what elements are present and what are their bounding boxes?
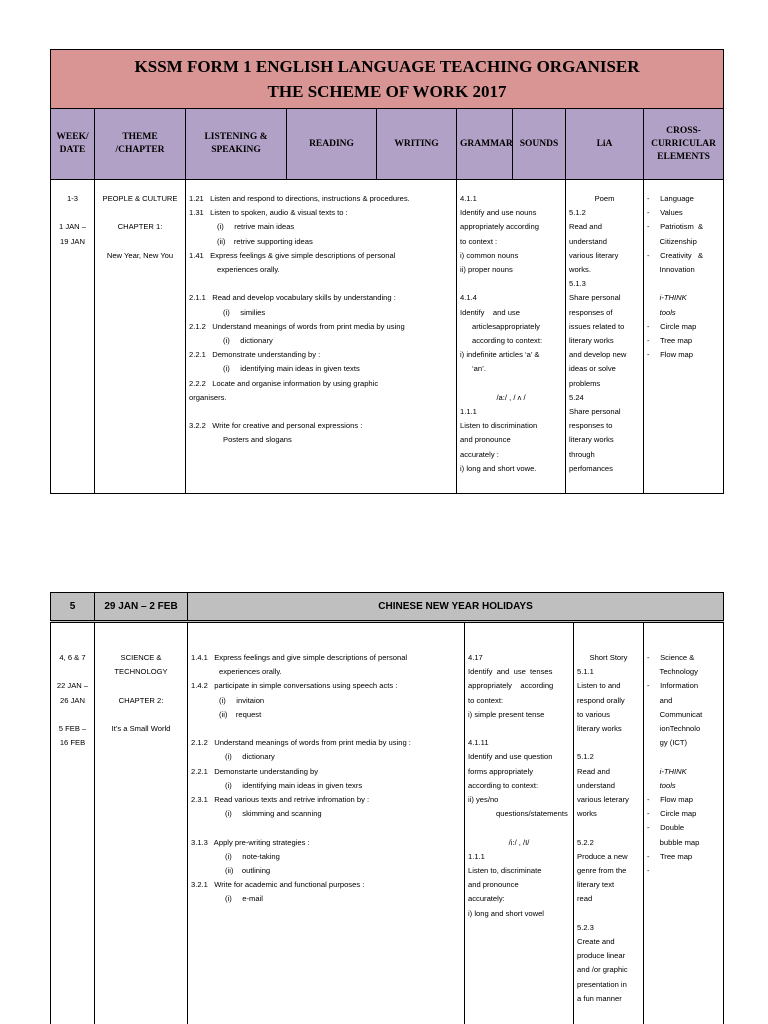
text-line: read [577, 894, 593, 904]
text-line: - Language [647, 194, 694, 203]
text-line: ideas or solve [569, 364, 616, 374]
text-line [468, 821, 570, 835]
week-date-cell [51, 180, 95, 494]
text-line: responses to [569, 421, 613, 431]
text-line: Read and [577, 766, 610, 776]
text-line: 1.1.1 [468, 851, 485, 861]
text-line: and pronounce [460, 435, 511, 445]
text-line: 3.2.2 Write for creative and personal expressions : [189, 421, 363, 431]
text-line: - Science & [647, 653, 695, 662]
text-line [98, 708, 184, 722]
text-line [191, 722, 461, 736]
lia-cell [566, 180, 644, 494]
text-line: 22 JAN – [56, 681, 89, 691]
text-line: TECHNOLOGY [114, 667, 168, 677]
holiday-date: 29 JAN – 2 FEB [95, 593, 188, 622]
text-line: 1.4.2 participate in simple conversations using speech acts : [191, 681, 398, 691]
text-line: questions/statements [496, 809, 568, 819]
text-line: - Flow map [647, 795, 693, 805]
text-line: (i) e-mail [225, 894, 263, 904]
text-line: experiences orally. [217, 265, 280, 275]
text-line: Read and [569, 222, 602, 232]
text-line: 5.1.2 [569, 208, 586, 218]
text-line: articlesappropriately [472, 321, 540, 331]
text-line: SCIENCE & [120, 653, 162, 662]
text-line: literary works [569, 336, 614, 346]
text-line [577, 821, 640, 835]
header-week-date: WEEK/ DATE [51, 109, 95, 180]
text-line [98, 679, 184, 693]
text-line: - [647, 866, 650, 876]
text-line: 2.1.2 Understand meanings of words from print media by using : [191, 738, 411, 748]
text-line: /a:/ , / ʌ / [496, 392, 526, 402]
header-sounds: SOUNDS [513, 109, 566, 180]
text-line: 5.1.3 [569, 279, 586, 289]
text-line: - Tree map [647, 336, 693, 346]
text-line: 1.41 Express feelings & give simple descriptions of personal [189, 250, 396, 260]
text-line [54, 206, 91, 220]
text-line: 5.24 [569, 392, 584, 402]
text-line: (ii) request [219, 709, 262, 719]
text-line: - Circle map [647, 321, 697, 331]
text-line: ii) proper nouns [460, 265, 513, 275]
text-line: CHAPTER 1: [117, 222, 163, 232]
text-line: (i) skimming and scanning [225, 809, 322, 819]
text-line: Share personal [569, 407, 621, 417]
text-line: and develop new [569, 350, 627, 360]
text-line [54, 708, 91, 722]
text-line: works [577, 809, 597, 819]
text-line: Technology [647, 667, 698, 677]
text-line: 19 JAN [60, 236, 85, 246]
text-line: Identify and use question [468, 752, 553, 762]
organiser-title [51, 50, 724, 109]
text-line: Citizenship [647, 236, 697, 246]
text-line: - Circle map [647, 809, 697, 819]
header-lia: LiA [566, 109, 644, 180]
text-line: PEOPLE & CULTURE [102, 194, 178, 203]
header-writing: WRITING [377, 109, 457, 180]
text-line: 1-3 [67, 194, 78, 203]
text-line: (ii) retrive supporting ideas [217, 236, 313, 246]
text-line: i) simple present tense [468, 709, 545, 719]
text-line: issues related to [569, 321, 625, 331]
text-line: i) common nouns [460, 250, 519, 260]
header-listening-speaking: LISTENING & SPEAKING [186, 109, 287, 180]
text-line [577, 907, 640, 921]
text-line: New Year, New You [106, 250, 174, 260]
skills-cell [186, 180, 457, 494]
text-line: 5.2.3 [577, 922, 594, 932]
text-line [98, 235, 182, 249]
text-line: problems [569, 378, 601, 388]
text-line [577, 736, 640, 750]
text-line: i) indefinite articles ‘a’ & [460, 350, 540, 360]
week-date-cell [51, 622, 95, 1024]
text-line: (i) dictionary [225, 752, 275, 762]
text-line: ionTechnolo [647, 724, 701, 734]
text-line: produce linear [577, 951, 626, 961]
header-cross-curricular: CROSS-CURRICULAR ELEMENTS [644, 109, 724, 180]
holiday-label: CHINESE NEW YEAR HOLIDAYS [188, 593, 724, 622]
holiday-week: 5 [51, 593, 95, 622]
cross-curricular-cell [644, 622, 724, 1024]
text-line: appropriately according [460, 222, 539, 232]
text-line [191, 821, 461, 835]
text-line: tools [647, 780, 676, 790]
text-line: 3.2.1 Write for academic and functional purposes : [191, 880, 365, 890]
text-line [468, 722, 570, 736]
text-line: (i) retrive main ideas [217, 222, 295, 232]
text-line [647, 750, 720, 764]
text-line: CHAPTER 2: [118, 695, 164, 705]
header-grammar: GRAMMAR [457, 109, 513, 180]
text-line: - Double [647, 823, 685, 833]
text-line [189, 277, 453, 291]
text-line: accurately: [468, 894, 505, 904]
text-line: 2.2.2 Locate and organise information by using graphic [189, 378, 379, 388]
text-line: Identify and use tenses [468, 667, 553, 677]
text-line: perfomances [569, 463, 613, 473]
text-line: literary works [569, 435, 614, 445]
grammar-sounds-cell [465, 622, 574, 1024]
text-line: Listen to discrimination [460, 421, 538, 431]
text-line: various literary [569, 250, 619, 260]
text-line: 2.1.1 Read and develop vocabulary skills by understanding : [189, 293, 396, 303]
holiday-row [51, 593, 724, 622]
text-line: 4.1.1 [460, 194, 477, 203]
text-line: Listen to and [577, 681, 621, 691]
text-line: Listen to, discriminate [468, 866, 542, 876]
text-line: experiences orally. [219, 667, 282, 677]
text-line: 2.3.1 Read various texts and retrive infromation by : [191, 795, 370, 805]
header-reading: READING [287, 109, 377, 180]
theme-cell [95, 622, 188, 1024]
text-line: 5.1.1 [577, 667, 594, 677]
text-line: ‘an’. [472, 364, 486, 374]
table-row [51, 180, 724, 494]
text-line: 1 JAN – [58, 222, 86, 232]
text-line: 2.1.2 Understand meanings of words from print media by using [189, 321, 405, 331]
text-line: accurately : [460, 449, 499, 459]
scheme-table-1 [50, 49, 724, 494]
text-line: Innovation [647, 265, 695, 275]
title-line-1: KSSM FORM 1 ENGLISH LANGUAGE TEACHING ORGANISER [134, 57, 640, 76]
text-line: 4.17 [468, 653, 483, 662]
text-line: i-THINK [647, 766, 687, 776]
text-line [189, 405, 453, 419]
text-line: (i) dictionary [223, 336, 273, 346]
grammar-sounds-cell [457, 180, 566, 494]
text-line: respond orally [577, 695, 625, 705]
text-line: 26 JAN [60, 695, 85, 705]
text-line: 16 FEB [59, 738, 86, 748]
text-line: 1.21 Listen and respond to directions, instructions & procedures. [189, 194, 410, 203]
text-line [98, 206, 182, 220]
text-line: Poem [594, 194, 615, 203]
text-line: Communicat [647, 709, 703, 719]
text-line: (i) invitaion [219, 695, 265, 705]
text-line [647, 277, 720, 291]
header-theme-chapter: THEME /CHAPTER [95, 109, 186, 180]
text-line: Identify and use [460, 307, 520, 317]
text-line: understand [569, 236, 607, 246]
text-line: Create and [577, 937, 615, 947]
cross-curricular-cell [644, 180, 724, 494]
text-line: 4.1.4 [460, 293, 477, 303]
text-line: and /or graphic [577, 965, 628, 975]
text-line [54, 665, 91, 679]
text-line: presentation in [577, 979, 627, 989]
text-line: appropriately according [468, 681, 554, 691]
text-line: 5 FEB – [58, 723, 87, 733]
text-line: 1.31 Listen to spoken, audio & visual texts to : [189, 208, 348, 218]
text-line: gy (ICT) [647, 738, 688, 748]
text-line: 2.2.1 Demonstarte understanding by [191, 766, 319, 776]
text-line: forms appropriately [468, 766, 533, 776]
text-line: (i) identifying main ideas in given texts [223, 364, 360, 374]
text-line: Produce a new [577, 851, 628, 861]
text-line: i-THINK [647, 293, 687, 303]
text-line: genre from the [577, 866, 627, 876]
text-line: 1.1.1 [460, 407, 477, 417]
text-line: to various [577, 709, 610, 719]
text-line: /i:/ , /I/ [508, 837, 530, 847]
text-line [460, 277, 562, 291]
text-line: - Tree map [647, 851, 693, 861]
column-header-row [51, 109, 724, 180]
text-line: 4.1.11 [468, 738, 489, 748]
text-line: tools [647, 307, 676, 317]
text-line: ii) yes/no [468, 795, 499, 805]
text-line: through [569, 449, 595, 459]
text-line: according to context: [472, 336, 543, 346]
text-line: (i) similies [223, 307, 266, 317]
text-line: (i) note-taking [225, 851, 280, 861]
text-line: 5.1.2 [577, 752, 594, 762]
text-line: bubble map [647, 837, 700, 847]
text-line [460, 377, 562, 391]
text-line: Short Story [589, 653, 628, 662]
text-line: (i) identifying main ideas in given texrs [225, 780, 363, 790]
text-line: and pronounce [468, 880, 519, 890]
text-line: It’s a Small World [111, 723, 171, 733]
text-line: 5.2.2 [577, 837, 594, 847]
text-line: Posters and slogans [223, 435, 292, 445]
text-line: i) long and short vowel [468, 908, 544, 918]
skills-cell [188, 622, 465, 1024]
text-line: responses of [569, 307, 613, 317]
text-line: to context : [460, 236, 498, 246]
scheme-table-2 [50, 592, 724, 1024]
text-line: to context: [468, 695, 504, 705]
table-row [51, 622, 724, 1024]
text-line: - Information [647, 681, 699, 691]
text-line: literary works [577, 724, 622, 734]
text-line: i) long and short vowe. [460, 463, 537, 473]
text-line: organisers. [189, 392, 227, 402]
text-line: various leterary [577, 795, 629, 805]
text-line: and [647, 695, 673, 705]
text-line: according to context: [468, 780, 539, 790]
text-line: (ii) outlining [225, 866, 271, 876]
text-line: Identify and use nouns [460, 208, 537, 218]
text-line: - Values [647, 208, 683, 218]
theme-cell [95, 180, 186, 494]
text-line: 3.1.3 Apply pre-writing strategies : [191, 837, 310, 847]
text-line: understand [577, 780, 615, 790]
text-line: 1.4.1 Express feelings and give simple descriptions of personal [191, 653, 408, 662]
text-line: - Flow map [647, 350, 693, 360]
text-line: 2.2.1 Demonstrate understanding by : [189, 350, 321, 360]
text-line: a fun manner [577, 993, 622, 1003]
text-line: literary text [577, 880, 615, 890]
title-line-2: THE SCHEME OF WORK 2017 [267, 82, 507, 101]
lia-cell [574, 622, 644, 1024]
text-line: works. [569, 265, 591, 275]
text-line: - Creativity & [647, 250, 704, 260]
text-line: - Patriotism & [647, 222, 704, 232]
text-line: 4, 6 & 7 [59, 653, 86, 662]
text-line: Share personal [569, 293, 621, 303]
